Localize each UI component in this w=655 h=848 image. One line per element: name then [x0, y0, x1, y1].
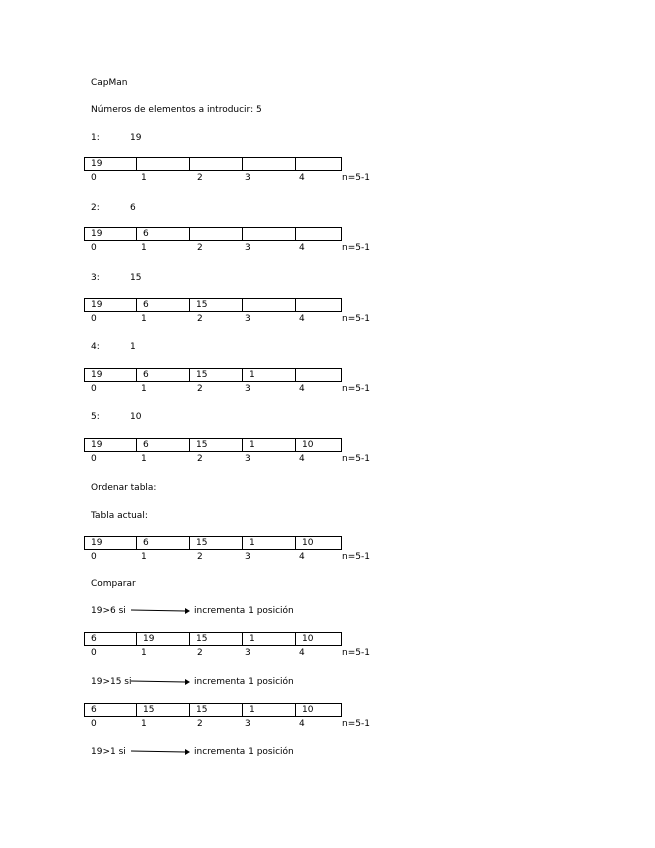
array-index: 1	[141, 719, 147, 729]
array-cell	[242, 298, 296, 312]
n-label: n=5-1	[342, 314, 370, 324]
array-cell	[136, 157, 190, 171]
array-cell: 6	[136, 438, 190, 452]
array-cell	[189, 157, 243, 171]
array-table	[84, 157, 389, 205]
array-cell: 19	[84, 536, 137, 550]
array-table	[84, 368, 389, 416]
array-cell: 1	[242, 438, 296, 452]
array-index: 2	[197, 314, 203, 324]
array-index: 3	[245, 243, 251, 253]
array-cell: 6	[136, 536, 190, 550]
array-index: 0	[91, 719, 97, 729]
array-cell	[295, 157, 342, 171]
array-index: 4	[299, 454, 305, 464]
array-table	[84, 632, 389, 680]
n-label: n=5-1	[342, 243, 370, 253]
array-index: 1	[141, 454, 147, 464]
array-index: 3	[245, 173, 251, 183]
array-index: 4	[299, 243, 305, 253]
array-index: 0	[91, 173, 97, 183]
array-cell: 15	[189, 438, 243, 452]
array-index: 4	[299, 648, 305, 658]
array-cell: 10	[295, 632, 342, 646]
array-cell: 19	[84, 368, 137, 382]
array-cell	[295, 368, 342, 382]
array-table	[84, 227, 389, 275]
doc-title: CapMan	[91, 78, 128, 88]
array-index: 1	[141, 243, 147, 253]
array-index: 2	[197, 454, 203, 464]
array-index: 1	[141, 173, 147, 183]
array-cell	[295, 298, 342, 312]
array-cell: 1	[242, 368, 296, 382]
entry-number: 4:	[91, 342, 100, 352]
array-cell	[242, 157, 296, 171]
array-index: 3	[245, 648, 251, 658]
array-table	[84, 703, 389, 751]
entry-value: 15	[130, 273, 142, 283]
compare-result: incrementa 1 posición	[194, 606, 294, 616]
array-cell	[189, 227, 243, 241]
array-index: 0	[91, 384, 97, 394]
array-table	[84, 438, 389, 486]
array-cell: 6	[84, 632, 137, 646]
array-cell: 19	[84, 438, 137, 452]
current-array-table	[84, 536, 389, 584]
array-index: 4	[299, 173, 305, 183]
array-index: 3	[245, 384, 251, 394]
array-index: 3	[245, 719, 251, 729]
n-label: n=5-1	[342, 173, 370, 183]
array-index: 4	[299, 719, 305, 729]
entry-number: 5:	[91, 412, 100, 422]
compare-heading: Comparar	[91, 579, 136, 589]
array-index: 3	[245, 454, 251, 464]
array-cell: 6	[84, 703, 137, 717]
array-cell: 6	[136, 368, 190, 382]
array-index: 0	[91, 454, 97, 464]
array-cell: 1	[242, 632, 296, 646]
n-label: n=5-1	[342, 648, 370, 658]
compare-step	[91, 677, 341, 689]
array-cell: 6	[136, 227, 190, 241]
prompt-line: Números de elementos a introducir: 5	[91, 105, 262, 115]
entry-value: 1	[130, 342, 136, 352]
array-cell: 6	[136, 298, 190, 312]
array-index: 1	[141, 314, 147, 324]
array-cell: 19	[84, 298, 137, 312]
array-index: 0	[91, 648, 97, 658]
right-arrow-icon	[131, 678, 191, 686]
array-cell: 15	[189, 368, 243, 382]
array-index: 3	[245, 314, 251, 324]
compare-condition: 19>15 si	[91, 677, 132, 687]
array-cell: 19	[84, 157, 137, 171]
array-cell: 19	[84, 227, 137, 241]
array-index: 1	[141, 384, 147, 394]
array-cell	[242, 227, 296, 241]
entry-number: 3:	[91, 273, 100, 283]
array-cell: 10	[295, 438, 342, 452]
array-cell: 10	[295, 536, 342, 550]
array-index: 2	[197, 173, 203, 183]
n-label: n=5-1	[342, 384, 370, 394]
array-index: 3	[245, 552, 251, 562]
array-index: 2	[197, 384, 203, 394]
compare-result: incrementa 1 posición	[194, 747, 294, 757]
array-cell: 15	[189, 298, 243, 312]
sort-heading: Ordenar tabla:	[91, 483, 157, 493]
compare-condition: 19>6 si	[91, 606, 126, 616]
n-label: n=5-1	[342, 719, 370, 729]
array-cell: 1	[242, 536, 296, 550]
array-index: 2	[197, 552, 203, 562]
n-label: n=5-1	[342, 454, 370, 464]
array-cell: 15	[136, 703, 190, 717]
n-label: n=5-1	[342, 552, 370, 562]
array-cell: 19	[136, 632, 190, 646]
array-index: 0	[91, 243, 97, 253]
array-cell: 1	[242, 703, 296, 717]
compare-result: incrementa 1 posición	[194, 677, 294, 687]
array-index: 4	[299, 384, 305, 394]
array-index: 4	[299, 552, 305, 562]
entry-number: 1:	[91, 133, 100, 143]
right-arrow-icon	[131, 607, 191, 615]
array-cell: 15	[189, 703, 243, 717]
array-index: 1	[141, 552, 147, 562]
right-arrow-icon	[131, 748, 191, 756]
array-cell: 15	[189, 632, 243, 646]
array-index: 0	[91, 552, 97, 562]
compare-condition: 19>1 si	[91, 747, 126, 757]
entry-value: 6	[130, 203, 136, 213]
array-index: 0	[91, 314, 97, 324]
current-table-heading: Tabla actual:	[91, 511, 148, 521]
array-table	[84, 298, 389, 346]
array-cell	[295, 227, 342, 241]
array-index: 1	[141, 648, 147, 658]
array-cell: 10	[295, 703, 342, 717]
compare-step	[91, 747, 341, 759]
array-index: 2	[197, 719, 203, 729]
array-cell: 15	[189, 536, 243, 550]
compare-step	[91, 606, 341, 618]
entry-number: 2:	[91, 203, 100, 213]
array-index: 4	[299, 314, 305, 324]
array-index: 2	[197, 648, 203, 658]
array-index: 2	[197, 243, 203, 253]
entry-value: 10	[130, 412, 142, 422]
entry-value: 19	[130, 133, 142, 143]
